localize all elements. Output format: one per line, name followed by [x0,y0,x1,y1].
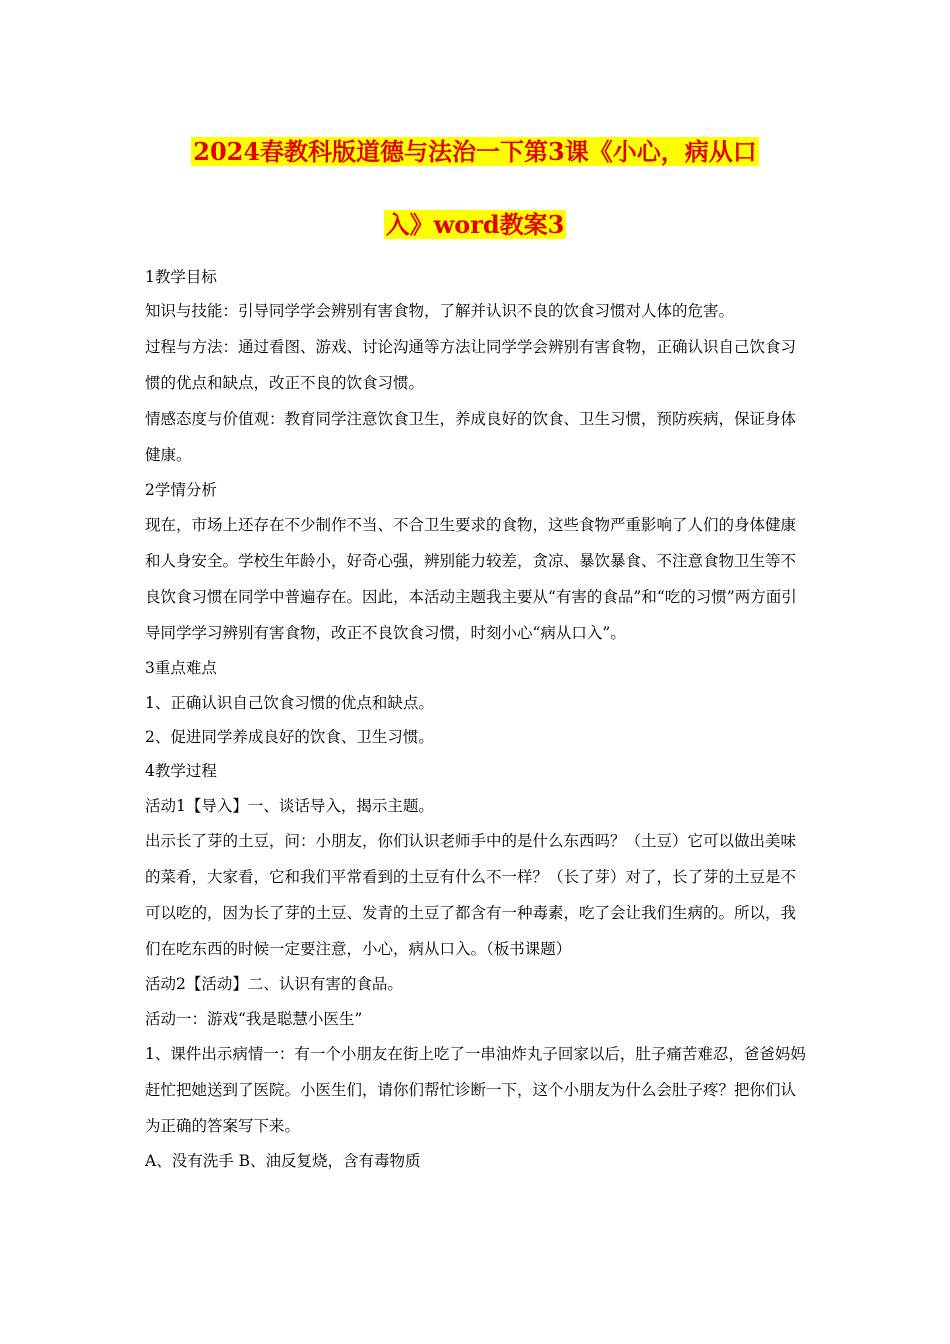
paragraph: 活动1【导入】一、谈话导入，揭示主题。 [145,796,434,815]
paragraph: 过程与方法：通过看图、游戏、讨论沟通等方法让同学学会辨别有害食物，正确认识自己饮食习惯的优点和缺点，改正不良的饮食习惯。 [145,337,797,392]
paragraph: 2、促进同学养成良好的饮食、卫生习惯。 [145,728,434,747]
section-heading: 2学情分析 [145,480,217,499]
paragraph: 情感态度与价值观：教育同学注意饮食卫生，养成良好的饮食、卫生习惯，预防疾病，保证身体健康。 [145,409,797,464]
title-line-2: 入》word教案3 [385,210,565,239]
paragraph: A、没有洗手 B、油反复烧，含有毒物质 [145,1152,421,1171]
paragraph: 1、课件出示病情一：有一个小朋友在街上吃了一串油炸丸子回家以后，肚子痛苦难忍，爸爸妈妈赶忙把她送到了医院。小医生们，请你们帮忙诊断一下，这个小朋友为什么会肚子疼？把你们认为正确的答案写下来。 [145,1045,806,1136]
paragraph: 出示长了芽的土豆，问：小朋友，你们认识老师手中的是什么东西吗？（土豆）它可以做出美味的菜肴，大家看，它和我们平常看到的土豆有什么不一样？（长了芽）对了，长了芽的土豆是不可以吃的，因为长了芽的土豆、发青的土豆了都含有一种毒素，吃了会让我们生病的。所以，我们在吃东西的时候一定要注意，小心，病从口入。（板书课题） [145,832,797,959]
paragraph: 1、正确认识自己饮食习惯的优点和缺点。 [145,693,434,712]
paragraph: 活动2【活动】二、认识有害的食品。 [145,975,403,994]
document-body [145,260,809,1178]
paragraph: 活动一：游戏“我是聪慧小医生” [145,1009,363,1028]
title-line-1: 2024春教科版道德与法治一下第3课《小心，病从口 [193,137,757,166]
section-heading: 4教学过程 [145,762,217,781]
paragraph: 现在，市场上还存在不少制作不当、不合卫生要求的食物，这些食物严重影响了人们的身体健康和人身安全。学校生年龄小，好奇心强，辨别能力较差，贪凉、暴饮暴食、不注意食物卫生等不良饮食习惯在同学中普遍存在。因此，本活动主题我主要从“有害的食品”和“吃的习惯”两方面引导同学学习辨别有害食物，改正不良饮食习惯，时刻小心“病从口入”。 [145,516,797,643]
section-heading: 3重点难点 [145,659,217,678]
paragraph: 知识与技能：引导同学学会辨别有害食物，了解并认识不良的饮食习惯对人体的危害。 [145,302,735,321]
section-heading: 1教学目标 [145,268,217,286]
